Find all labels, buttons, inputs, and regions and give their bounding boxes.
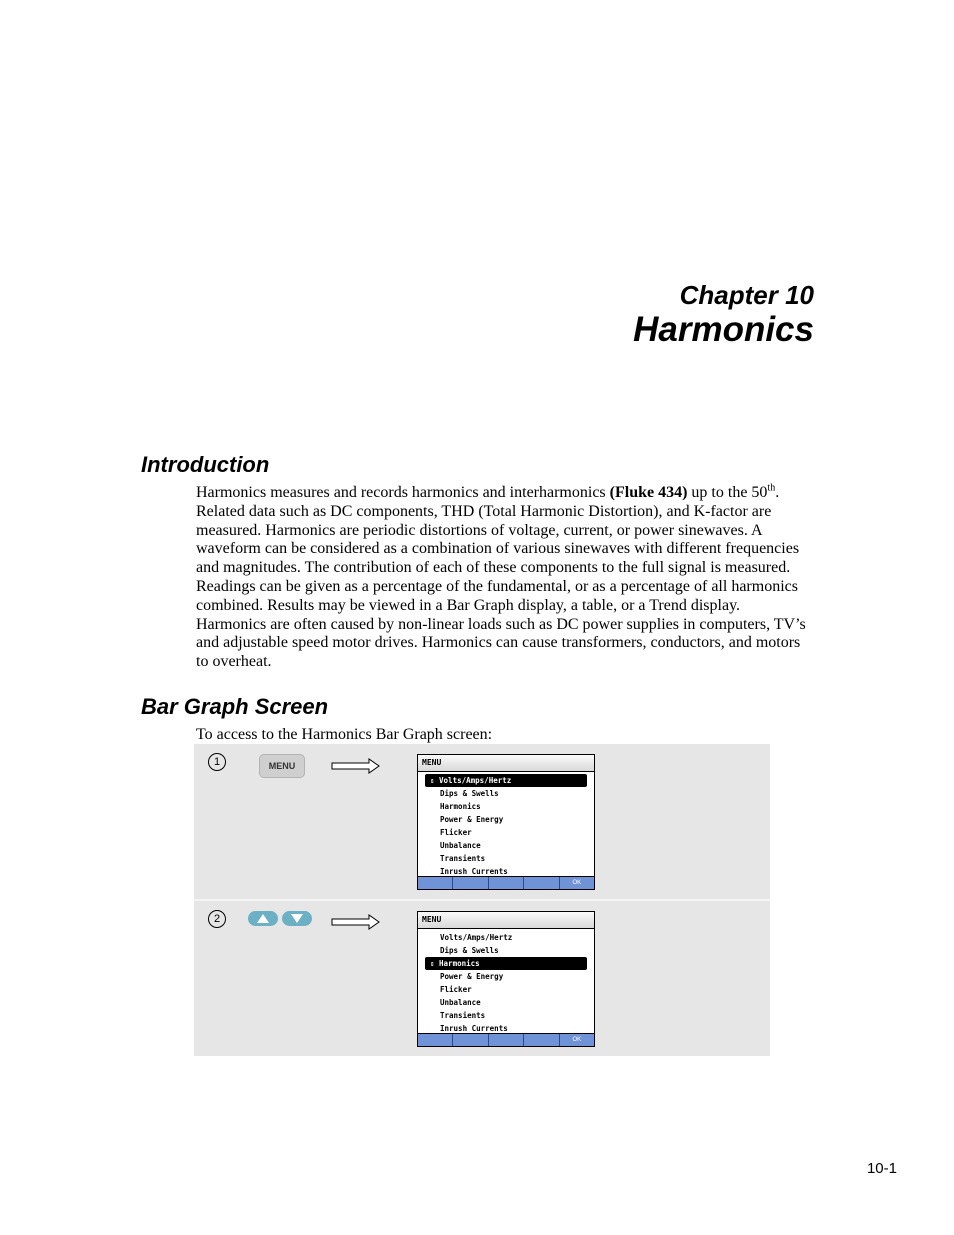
up-down-icon: ⇕	[430, 959, 440, 968]
screen-menu-list	[418, 929, 594, 1035]
screen-menu-item	[418, 813, 594, 826]
screen-menu-item-label: Power & Energy	[440, 972, 504, 981]
page-number: 10-1	[866, 1160, 897, 1177]
arrow-right-icon	[331, 758, 381, 774]
menu-screen-1	[417, 754, 595, 890]
screen-menu-item-label: Flicker	[440, 828, 472, 837]
screen-menu-item-label: Transients	[440, 854, 486, 863]
screen-menu-item	[418, 1009, 594, 1022]
screen-menu-list	[418, 772, 594, 878]
screen-menu-item	[425, 774, 587, 787]
step-2-number: 2	[208, 910, 226, 928]
screen-menu-item-label: Flicker	[440, 985, 472, 994]
softkey	[524, 1034, 559, 1046]
steps-panel	[194, 744, 770, 1056]
softkey	[418, 1034, 453, 1046]
up-arrow-key[interactable]	[248, 911, 278, 926]
intro-superscript: th	[767, 482, 776, 494]
screen-menu-item-label: Power & Energy	[440, 815, 504, 824]
screen-menu-item-label: Volts/Amps/Hertz	[439, 776, 512, 785]
softkey-ok: OK	[572, 1037, 582, 1043]
screen-menu-item	[425, 957, 587, 970]
chapter-label: Chapter 10	[679, 280, 814, 310]
screen-title: MENU	[418, 912, 594, 929]
softkey	[489, 877, 524, 889]
screen-menu-item	[418, 996, 594, 1009]
screen-menu-item	[418, 787, 594, 800]
screen-menu-item-label: Transients	[440, 1011, 486, 1020]
screen-menu-item	[418, 800, 594, 813]
menu-screen-2	[417, 911, 595, 1047]
up-down-icon: ⇕	[430, 776, 440, 785]
screen-menu-item-label: Volts/Amps/Hertz	[440, 933, 513, 942]
screen-menu-item-label: Dips & Swells	[440, 946, 499, 955]
screen-menu-item-label: Inrush Currents	[440, 867, 508, 876]
screen-menu-item-label: Dips & Swells	[440, 789, 499, 798]
up-arrow-icon	[257, 914, 269, 923]
screen-menu-item-label: Harmonics	[439, 959, 480, 968]
menu-key[interactable]: MENU	[259, 754, 305, 778]
screen-menu-item	[418, 839, 594, 852]
screen-menu-item	[418, 983, 594, 996]
screen-menu-item-label: Unbalance	[440, 998, 481, 1007]
screen-menu-item	[418, 944, 594, 957]
screen-menu-item	[418, 931, 594, 944]
down-arrow-icon	[291, 914, 303, 923]
softkey-ok: OK	[572, 880, 582, 886]
introduction-paragraph	[196, 484, 811, 672]
screen-softkeys	[418, 1033, 594, 1046]
step-divider	[194, 899, 770, 901]
chapter-title: Harmonics	[633, 310, 814, 349]
intro-text-end: . Related data such as DC components, THD (Total Harmonic Distortion), and K-factor are measured. Harmonics are periodic distortions of voltage, current, or power sinewaves. A waveform can be considered as a combination of various sinewaves with different frequencies and magnitudes. The contribution of each of these components to the full signal is measured. Readings can be given as a percentage of the fundamental, or as a percentage of all harmonics combined. Results may be viewed in a Bar Graph display, a table, or a Trend display. Harmonics are often caused by non-linear loads such as DC power supplies in computers, TV’s and adjustable speed motor drives. Harmonics can cause transformers, conductors, and motors to overheat.	[196, 484, 806, 671]
down-arrow-key[interactable]	[282, 911, 312, 926]
softkey	[453, 1034, 488, 1046]
bar-graph-heading: Bar Graph Screen	[141, 694, 329, 719]
screen-menu-item	[418, 852, 594, 865]
screen-title: MENU	[418, 755, 594, 772]
screen-menu-item	[418, 826, 594, 839]
screen-softkeys	[418, 876, 594, 889]
intro-model-bold: (Fluke 434)	[609, 484, 688, 501]
intro-text-start: Harmonics measures and records harmonics and interharmonics	[196, 484, 610, 501]
softkey	[453, 877, 488, 889]
softkey	[489, 1034, 524, 1046]
bar-graph-intro: To access to the Harmonics Bar Graph screen:	[196, 726, 493, 743]
step-1-number: 1	[208, 753, 226, 771]
softkey	[418, 877, 453, 889]
screen-menu-item-label: Harmonics	[440, 802, 481, 811]
intro-text-mid: up to the 50	[687, 484, 768, 501]
screen-menu-item-label: Inrush Currents	[440, 1024, 508, 1033]
screen-menu-item-label: Unbalance	[440, 841, 481, 850]
softkey	[524, 877, 559, 889]
screen-menu-item	[418, 970, 594, 983]
introduction-heading: Introduction	[141, 452, 270, 477]
arrow-right-icon	[331, 914, 381, 930]
